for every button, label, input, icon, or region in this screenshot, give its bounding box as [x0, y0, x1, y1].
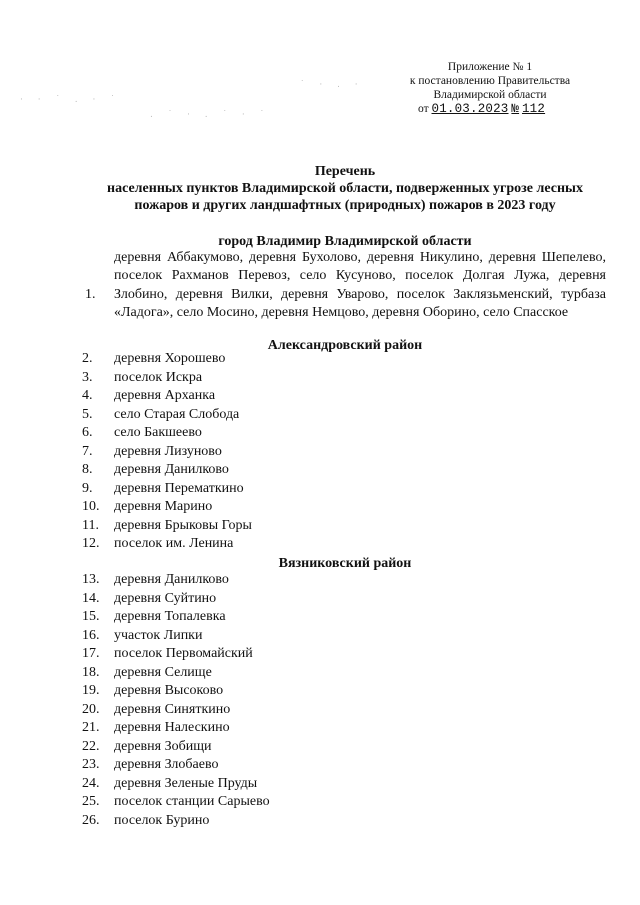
list-item-text: поселок им. Ленина [114, 536, 234, 551]
list-item-number: 7. [82, 443, 93, 459]
annex-date-line [380, 102, 600, 116]
list-item-text: деревня Лизуново [114, 443, 222, 459]
annex-title: Приложение № 1 [447, 61, 533, 73]
section-heading-vyaznikovsky: Вязниковский район [278, 556, 412, 571]
list-item-number: 12. [82, 536, 100, 551]
title-line-1: Перечень [314, 164, 376, 179]
annex-resolution: к постановлению Правительства [409, 75, 571, 87]
list-item-text: деревня Брыковы Горы [114, 517, 252, 533]
list-item-number: 9. [82, 480, 93, 496]
annex-region: Владимирской области [433, 89, 547, 101]
title-line-2: населенных пунктов Владимирской области, подверженных угрозе лесных [107, 181, 583, 196]
section-heading-vladimir: город Владимир Владимирской области [218, 234, 472, 249]
list-item-number: 3. [82, 369, 93, 385]
list-item-number: 24. [82, 775, 100, 791]
list-item-text: деревня Арханка [114, 388, 216, 403]
list-item-number: 25. [82, 794, 100, 809]
list-item-text: деревня Селище [114, 664, 212, 680]
list-item-text: деревня Марино [114, 499, 213, 514]
list-item-text: деревня Злобаево [114, 757, 219, 772]
list-item-number: 10. [82, 499, 100, 514]
list-item-number: 5. [82, 406, 93, 422]
list-item-text: деревня Налескино [114, 720, 230, 735]
annex-date-prefix: от [418, 103, 429, 115]
annex-number-sign: № [511, 102, 520, 116]
list-item-number: 20. [82, 701, 100, 717]
list-item-number: 21. [82, 720, 100, 735]
list-item-number: 17. [82, 646, 100, 661]
list-item-number: 19. [82, 683, 100, 698]
list-item-number: 14. [82, 590, 100, 606]
list-item-text: деревня Зобищи [114, 738, 212, 754]
list-item-text: деревня Синяткино [114, 701, 231, 717]
list-item-text: поселок Бурино [114, 812, 210, 828]
list-item-text: деревня Высоково [114, 683, 224, 698]
list-item-text: деревня Хорошево [114, 351, 226, 366]
list-item-text: деревня Перематкино [114, 480, 244, 496]
list-item-text: село Старая Слобода [114, 406, 240, 422]
list-item-number: 2. [82, 351, 93, 366]
annex-date: 01.03.2023 [431, 102, 509, 116]
list-item-text: поселок станции Сарыево [114, 794, 270, 809]
annex-number: 112 [521, 102, 546, 116]
list-item-text: поселок Первомайский [114, 646, 253, 661]
scan-noise: ˙ · . · [300, 80, 364, 90]
document-title [70, 163, 620, 214]
list-item-text: деревня Топалевка [114, 609, 226, 624]
list-item-number: 16. [82, 627, 100, 643]
title-line-3: пожаров и других ландшафтных (природных) пожаров в 2023 году [134, 198, 556, 213]
list-item-number: 4. [82, 388, 93, 403]
section-heading-aleksandrovsky: Александровский район [267, 338, 423, 353]
list-item-number: 23. [82, 757, 100, 772]
list-item-number: 18. [82, 664, 100, 680]
annex-header [380, 60, 600, 116]
list-item-text: поселок Искра [114, 369, 203, 385]
list-item-text: деревня Суйтино [114, 590, 217, 606]
list-item-number: 26. [82, 812, 100, 828]
list-item-number: 22. [82, 738, 100, 754]
list-item-number: 11. [82, 517, 99, 533]
list-item-number: 8. [82, 462, 93, 477]
list-item-number: 1. [85, 287, 96, 302]
list-item-text-vladimir: деревня Аббакумово, деревня Бухолово, деревня Никулино, деревня Шепелево, поселок Рахманов Перевоз, село Кусуново, поселок Долгая Лужа, деревня Злобино, деревня Вилки, деревня Уварово, поселок Заклязьменский, турбаза «Ладога», село Мосино, деревня Немцово, деревня Оборино, село Спасское [114, 250, 606, 321]
list-item-number: 15. [82, 609, 100, 624]
list-item-number: 13. [82, 572, 100, 587]
list-item-text: деревня Зеленые Пруды [114, 775, 258, 791]
list-item-text: участок Липки [114, 627, 203, 643]
list-item-text: деревня Данилково [114, 572, 229, 587]
list-item-text: село Бакшеево [114, 425, 202, 440]
scan-noise: . ˙ · . ˙ · ˙ [150, 110, 271, 120]
list-item-text: деревня Данилково [114, 462, 229, 477]
list-item-number: 6. [82, 425, 93, 440]
scan-noise: · · ˙ . · ˙ [20, 95, 121, 105]
